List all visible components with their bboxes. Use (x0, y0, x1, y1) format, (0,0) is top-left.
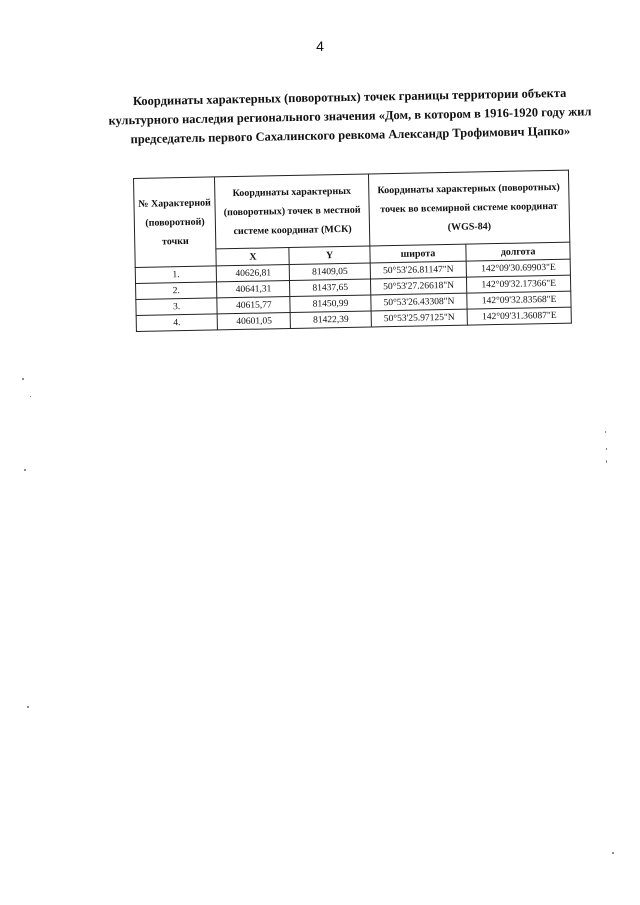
cell-point-number: 4. (136, 314, 218, 332)
cell-point-number: 1. (135, 266, 217, 284)
title-line-1: Координаты характерных (поворотных) точек границы территории объекта (132, 85, 567, 109)
subheader-longitude: долгота (466, 242, 570, 261)
cell-latitude: 50°53'27.26618"N (370, 277, 467, 295)
cell-latitude: 50°53'25.97125"N (371, 309, 468, 327)
coordinates-table (133, 170, 572, 332)
scan-speck (30, 396, 31, 397)
scan-speck (612, 852, 614, 854)
subheader-latitude: широта (370, 244, 467, 263)
header-msk: Координаты характерных (поворотных) точек в местной системе координат (МСК) (215, 174, 370, 249)
cell-point-number: 3. (136, 298, 218, 316)
scan-speck (22, 378, 24, 380)
cell-x: 40601,05 (217, 312, 290, 329)
page-number: 4 (316, 38, 324, 54)
cell-longitude: 142°09'32.83568"E (467, 291, 571, 309)
cell-latitude: 50°53'26.43308"N (371, 293, 468, 311)
title-line-3: председатель первого Сахалинского ревкома Александр Трофимович Цапко» (130, 123, 571, 147)
cell-y: 81422,39 (291, 311, 372, 329)
scan-speck (606, 448, 607, 450)
cell-longitude: 142°09'31.36087"E (467, 307, 571, 325)
cell-x: 40641,31 (217, 281, 290, 298)
cell-longitude: 142°09'32.17366"E (467, 275, 571, 293)
cell-y: 81437,65 (290, 279, 371, 297)
cell-longitude: 142°09'30.69903"E (466, 259, 570, 277)
cell-y: 81450,99 (290, 295, 371, 313)
scan-speck (606, 460, 607, 463)
subheader-x: X (216, 248, 289, 266)
header-point-number: № Характерной (поворотной) точки (134, 177, 217, 268)
cell-latitude: 50°53'26.81147"N (370, 261, 467, 279)
cell-y: 81409,05 (290, 263, 371, 281)
cell-x: 40626,81 (216, 265, 289, 282)
scan-speck (27, 706, 29, 708)
header-wgs84: Координаты характерных (поворотных) точек во всемирной системе координат (WGS-84) (368, 170, 570, 246)
scan-speck (605, 431, 606, 433)
cell-x: 40615,77 (217, 297, 290, 314)
title-line-2: культурного наследия регионального значения «Дом, в котором в 1916-1920 году жил (108, 104, 592, 128)
cell-point-number: 2. (136, 282, 218, 300)
scan-speck (24, 469, 26, 471)
subheader-y: Y (289, 246, 370, 265)
document-title (80, 83, 621, 150)
